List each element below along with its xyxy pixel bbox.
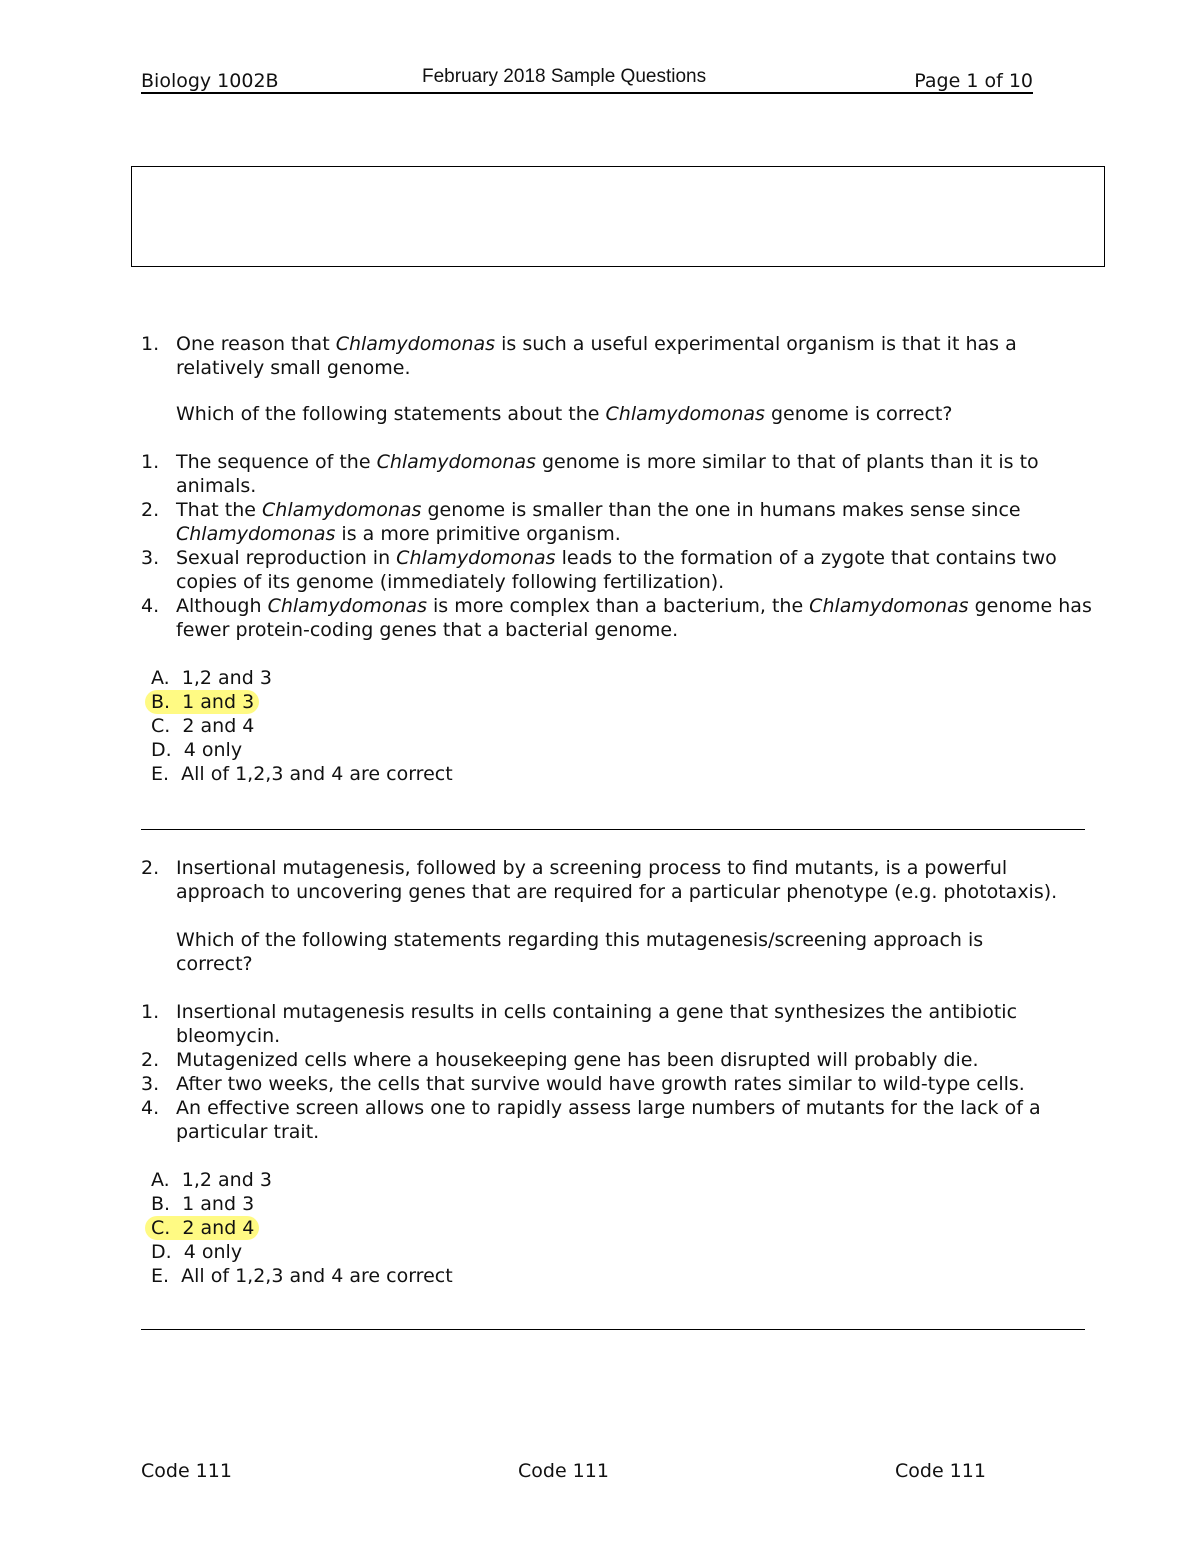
statement-text [176,451,1039,497]
option-label: E. All of 1,2,3 and 4 are correct [151,763,453,785]
answer-options [141,1168,1101,1288]
italic-term: Chlamydomonas [396,547,556,569]
answer-option [141,1168,1101,1192]
section-divider [141,829,1085,830]
statement-number: 4. [141,595,160,617]
answer-option [141,762,1101,786]
text-run: One reason that [176,333,336,355]
question-number: 1. [141,333,160,355]
answer-option-highlighted [141,1216,1101,1240]
text-run: Although [176,595,268,617]
option-label: A. 1,2 and 3 [151,1169,272,1191]
answer-option [141,714,1101,738]
statement-item [141,498,1101,546]
page-header [141,66,1033,94]
question-1-prompt [141,402,1101,426]
question-2-stem [141,856,1101,904]
statement-item [141,450,1101,498]
statement-item [141,1000,1101,1048]
statement-number: 1. [141,1001,160,1023]
text-run: That the [176,499,263,521]
statement-item [141,546,1101,594]
statement-list [141,1000,1101,1144]
statement-text [176,1001,1017,1047]
option-label: A. 1,2 and 3 [151,667,272,689]
statement-item [141,1048,1101,1072]
text-run: Which of the following statements regarding this mutagenesis/screening approach is correct? [176,929,984,975]
text-run: is such a useful experimental organism is that it has a relatively small genome. [176,333,1017,379]
question-text [176,333,1017,379]
italic-term: Chlamydomonas [376,451,536,473]
text-run: Mutagenized cells where a housekeeping gene has been disrupted will probably die. [176,1049,979,1071]
statement-number: 2. [141,499,160,521]
statement-text [176,1073,1025,1095]
text-run: leads to the formation of a zygote that contains two copies of its genome (immediately following fertilization). [176,547,1057,593]
statement-list [141,450,1101,642]
italic-term: Chlamydomonas [176,523,336,545]
footer-code-center: Code 111 [518,1460,609,1482]
statement-number: 2. [141,1049,160,1071]
statement-text [176,499,1021,545]
text-run: genome has fewer protein-coding genes that a bacterial genome. [176,595,1092,641]
italic-term: Chlamydomonas [809,595,969,617]
option-label: C. 2 and 4 [145,1216,259,1240]
statement-item [141,594,1101,642]
text-run: After two weeks, the cells that survive would have growth rates similar to wild-type cells. [176,1073,1025,1095]
option-label: C. 2 and 4 [151,715,255,737]
question-text [176,857,1057,903]
option-label: D. 4 only [151,739,243,761]
statement-text [176,1049,979,1071]
text-run: Which of the following statements about the [176,403,606,425]
statement-item [141,1072,1101,1096]
answer-option [141,666,1101,690]
text-run: An effective screen allows one to rapidly assess large numbers of mutants for the lack of a particular trait. [176,1097,1041,1143]
answer-option [141,738,1101,762]
student-info-box [131,166,1105,267]
answer-options [141,666,1101,786]
italic-term: Chlamydomonas [262,499,422,521]
statement-number: 3. [141,1073,160,1095]
answer-option [141,1240,1101,1264]
document-title: February 2018 Sample Questions [422,66,707,87]
option-label: B. 1 and 3 [151,1193,255,1215]
text-run: Insertional mutagenesis, followed by a screening process to find mutants, is a powerful approach to uncovering genes that are required for a particular phenotype (e.g. phototaxis). [176,857,1058,903]
question-prompt [176,403,952,425]
option-label: D. 4 only [151,1241,243,1263]
text-run: genome is more similar to that of plants than it is to animals. [176,451,1039,497]
statement-text [176,547,1057,593]
option-label: B. 1 and 3 [145,690,259,714]
text-run: is a more primitive organism. [335,523,621,545]
statement-text [176,1097,1041,1143]
statement-number: 1. [141,451,160,473]
text-run: is more complex than a bacterium, the [426,595,810,617]
question-1-stem [141,332,1101,380]
italic-term: Chlamydomonas [267,595,427,617]
answer-option [141,1192,1101,1216]
question-2-prompt [141,928,1101,976]
course-name: Biology 1002B [141,70,279,92]
question-number: 2. [141,857,160,879]
question-prompt [176,929,983,975]
statement-item [141,1096,1101,1144]
statement-number: 3. [141,547,160,569]
answer-option-highlighted [141,690,1101,714]
answer-option [141,1264,1101,1288]
text-run: genome is smaller than the one in humans makes sense since [421,499,1021,521]
section-divider [141,1329,1085,1330]
text-run: Sexual reproduction in [176,547,397,569]
footer-code-right: Code 111 [895,1460,986,1482]
text-run: genome is correct? [764,403,953,425]
question-1 [141,332,1101,786]
option-label: E. All of 1,2,3 and 4 are correct [151,1265,453,1287]
statement-number: 4. [141,1097,160,1119]
text-run: The sequence of the [176,451,377,473]
question-2 [141,856,1101,1288]
statement-text [176,595,1092,641]
text-run: Insertional mutagenesis results in cells containing a gene that synthesizes the antibiotic bleomycin. [176,1001,1018,1047]
italic-term: Chlamydomonas [605,403,765,425]
footer-code-left: Code 111 [141,1460,232,1482]
page-number: Page 1 of 10 [914,70,1033,92]
italic-term: Chlamydomonas [335,333,496,355]
